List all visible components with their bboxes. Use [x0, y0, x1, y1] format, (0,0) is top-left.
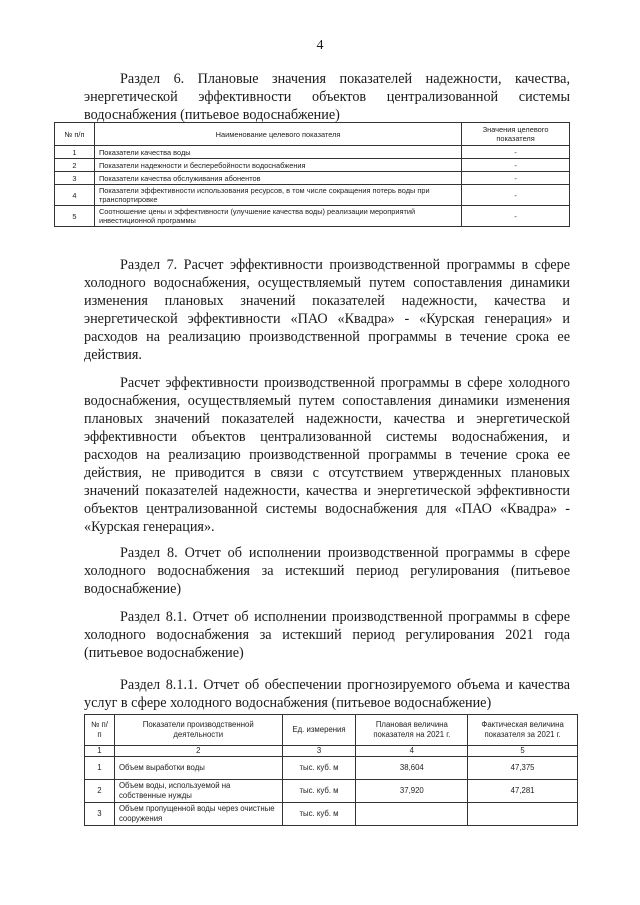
- table-row: [55, 185, 570, 206]
- column-header: Значения целевого показателя: [462, 123, 570, 146]
- table-row: [55, 172, 570, 185]
- indicator-name: Соотношение цены и эффективности (улучшение качества воды) реализации мероприятий инвестиционной программы: [94, 206, 461, 227]
- page-number: 4: [316, 38, 324, 53]
- indicator-value: -: [462, 206, 570, 227]
- row-number: 2: [55, 159, 95, 172]
- table-row: [55, 206, 570, 227]
- column-header: Плановая величина показателя на 2021 г.: [356, 715, 468, 746]
- column-number: 2: [114, 746, 282, 757]
- indicator-name: Объем выработки воды: [114, 757, 282, 780]
- column-header: Наименование целевого показателя: [94, 123, 461, 146]
- column-header: Показатели производственной деятельности: [114, 715, 282, 746]
- column-header: № п/п: [85, 715, 115, 746]
- section8-1-1-heading: Раздел 8.1.1. Отчет об обеспечении прогнозируемого объема и качества услуг в сфере холодного водоснабжения (питьевое водоснабжение): [84, 677, 570, 711]
- column-number: 4: [356, 746, 468, 757]
- column-number: 1: [85, 746, 115, 757]
- column-number: 3: [282, 746, 356, 757]
- unit-of-measure: тыс. куб. м: [282, 803, 356, 826]
- section6-heading: Раздел 6. Плановые значения показателей надежности, качества, энергетической эффективности объектов централизованной системы водоснабжения (питьевое водоснабжение): [84, 71, 570, 123]
- actual-value: [468, 803, 578, 826]
- row-number: 4: [55, 185, 95, 206]
- indicator-name: Объем пропущенной воды через очистные сооружения: [114, 803, 282, 826]
- table-header-row: [85, 715, 578, 746]
- planned-value: 38,604: [356, 757, 468, 780]
- unit-of-measure: тыс. куб. м: [282, 757, 356, 780]
- indicator-name: Показатели качества воды: [94, 146, 461, 159]
- section7-paragraph: Раздел 7. Расчет эффективности производственной программы в сфере холодного водоснабжения, осуществляемый путем сопоставления динамики изменения плановых значений показателей надежности, качества и энергетической эффективности «ПАО «Квадра» - «Курская генерация» и расходов на реализацию производственной программы в течение срока ее действия.: [84, 257, 570, 363]
- row-number: 3: [85, 803, 115, 826]
- table-row: [55, 159, 570, 172]
- indicator-value: -: [462, 172, 570, 185]
- column-number: 5: [468, 746, 578, 757]
- indicator-name: Показатели надежности и бесперебойности водоснабжения: [94, 159, 461, 172]
- indicator-value: -: [462, 185, 570, 206]
- section8-heading: Раздел 8. Отчет об исполнении производственной программы в сфере холодного водоснабжения за истекший период регулирования (питьевое водоснабжение): [84, 545, 570, 597]
- planned-value: 37,920: [356, 780, 468, 803]
- column-header: № п/п: [55, 123, 95, 146]
- row-number: 2: [85, 780, 115, 803]
- column-header: Фактическая величина показателя за 2021 г.: [468, 715, 578, 746]
- row-number: 3: [55, 172, 95, 185]
- table-header-row: [55, 123, 570, 146]
- section6-targets-table: [54, 122, 570, 227]
- column-number-row: [85, 746, 578, 757]
- table-row: [85, 803, 578, 826]
- row-number: 1: [55, 146, 95, 159]
- unit-of-measure: тыс. куб. м: [282, 780, 356, 803]
- section8-volume-table: [84, 714, 578, 826]
- planned-value: [356, 803, 468, 826]
- table-row: [85, 757, 578, 780]
- indicator-value: -: [462, 146, 570, 159]
- section7-explanation: Расчет эффективности производственной программы в сфере холодного водоснабжения, осуществляемый путем сопоставления динамики изменения плановых значений показателей надежности, качества и энергетической эффективности объектов централизованной системы водоснабжения, и расходов на реализацию производственной программы в течение срока ее действия, не приводится в связи с отсутствием утвержденных плановых значений показателей надежности, качества и энергетической эффективности объектов централизованной системы водоснабжения для «ПАО «Квадра» - «Курская генерация».: [84, 375, 570, 535]
- indicator-name: Показатели эффективности использования ресурсов, в том числе сокращения потерь воды при транспортировке: [94, 185, 461, 206]
- section8-1-heading: Раздел 8.1. Отчет об исполнении производственной программы в сфере холодного водоснабжения за истекший период регулирования 2021 года (питьевое водоснабжение): [84, 609, 570, 661]
- table-row: [55, 146, 570, 159]
- indicator-name: Объем воды, используемой на собственные нужды: [114, 780, 282, 803]
- row-number: 1: [85, 757, 115, 780]
- indicator-name: Показатели качества обслуживания абонентов: [94, 172, 461, 185]
- actual-value: 47,281: [468, 780, 578, 803]
- row-number: 5: [55, 206, 95, 227]
- column-header: Ед. измерения: [282, 715, 356, 746]
- table-row: [85, 780, 578, 803]
- actual-value: 47,375: [468, 757, 578, 780]
- indicator-value: -: [462, 159, 570, 172]
